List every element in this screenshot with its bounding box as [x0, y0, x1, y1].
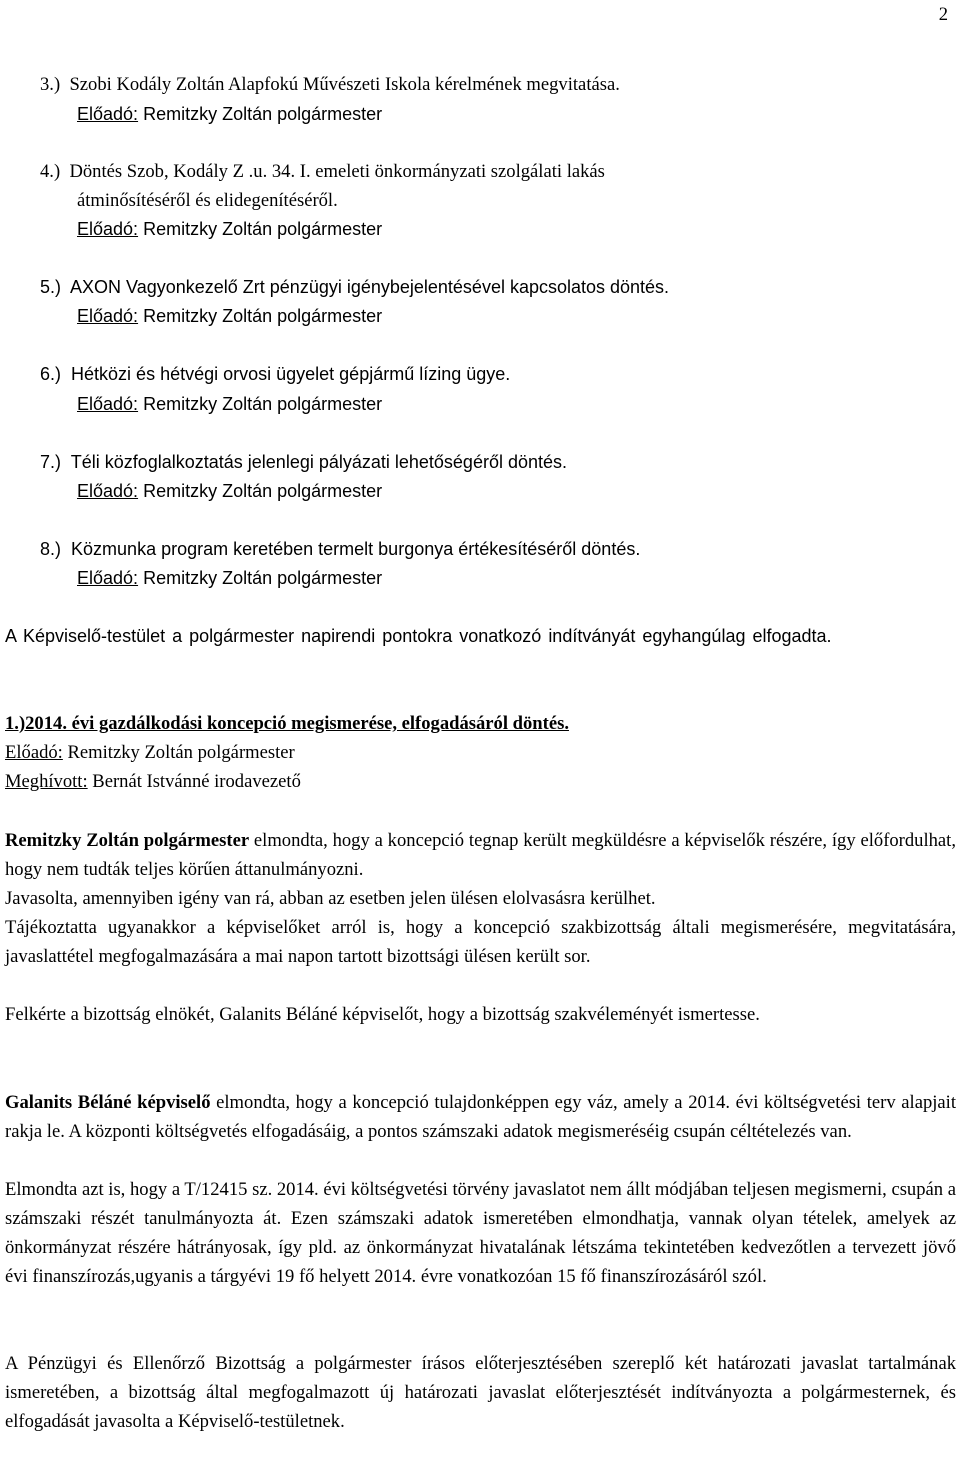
section-1-invited: Meghívott: Bernát Istvánné irodavezető [5, 771, 301, 792]
agenda-item-8-title: 8.) Közmunka program keretében termelt burgonya értékesítéséről döntés. [40, 539, 641, 559]
agenda-item-5-title: 5.) AXON Vagyonkezelő Zrt pénzügyi igénybejelentésével kapcsolatos döntés. [40, 277, 670, 297]
speaker-mayor: Remitzky Zoltán polgármester [5, 830, 250, 851]
agenda-item-6-title: 6.) Hétközi és hétvégi orvosi ügyelet gépjármű lízing ügye. [40, 364, 511, 384]
agenda-item-7-title: 7.) Téli közfoglalkoztatás jelenlegi pályázati lehetőségéről döntés. [40, 452, 568, 472]
agenda-item-8-presenter: Előadó: Remitzky Zoltán polgármester [77, 568, 383, 588]
paragraph-information: Tájékoztatta ugyanakkor a képviselőket arról is, hogy a koncepció szakbizottság általi megismerésére, megvitatására, javaslattétel megfogalmazására a mai napon tartott bizottsági ülésen került sor. [5, 917, 956, 967]
paragraph-mayor-statement: Remitzky Zoltán polgármester elmondta, hogy a koncepció tegnap került megküldésre a képviselők részére, így előfordulhat, hogy nem tudták teljes körűen áttanulmányozni. [5, 830, 956, 880]
section-1-presenter: Előadó: Remitzky Zoltán polgármester [5, 742, 295, 763]
agenda-item-6-presenter: Előadó: Remitzky Zoltán polgármester [77, 394, 383, 414]
paragraph-suggestion: Javasolta, amennyiben igény van rá, abban az esetben jelen ülésen elolvasásra kerülhet. [5, 888, 656, 909]
speaker-galanits: Galanits Béláné képviselő [5, 1092, 211, 1113]
paragraph-galanits-statement: Galanits Béláné képviselő elmondta, hogy a koncepció tulajdonképpen egy váz, amely a 2014. évi költségvetési terv alapjait rakja le. A központi költségvetés elfogadásáig, a pontos számszaki adatok megismeréséig csupán céltételezés van. [5, 1092, 957, 1142]
paragraph-request: Felkérte a bizottság elnökét, Galanits Béláné képviselőt, hogy a bizottság szakvéleményét ismertesse. [5, 1004, 760, 1025]
acceptance-paragraph: A Képviselő-testület a polgármester napirendi pontokra vonatkozó indítványát egyhangúlag elfogadta. [5, 626, 832, 646]
agenda-item-4-title-cont: átminősítéséről és elidegenítéséről. [77, 190, 338, 211]
agenda-item-3-presenter: Előadó: Remitzky Zoltán polgármester [77, 104, 383, 124]
agenda-item-3-title: 3.) Szobi Kodály Zoltán Alapfokú Művészeti Iskola kérelmének megvitatása. [40, 74, 620, 95]
section-1-heading: 1.)2014. évi gazdálkodási koncepció megismerése, elfogadásáról döntés. [5, 713, 569, 734]
paragraph-committee-proposal: A Pénzügyi és Ellenőrző Bizottság a polgármester írásos előterjesztésében szereplő két határozati javaslat tartalmának ismeretében, a bizottság által megfogalmazott új határozati javaslat előterjesztését indítványozta a polgármesternek, és elfogadását javasolta a Képviselő-testületnek. [5, 1353, 956, 1432]
agenda-item-4-title: 4.) Döntés Szob, Kodály Z .u. 34. I. emeleti önkormányzati szolgálati lakás [40, 161, 605, 182]
agenda-item-7-presenter: Előadó: Remitzky Zoltán polgármester [77, 481, 383, 501]
agenda-item-5-presenter: Előadó: Remitzky Zoltán polgármester [77, 306, 383, 326]
paragraph-budget-details: Elmondta azt is, hogy a T/12415 sz. 2014. évi költségvetési törvény javaslatot nem állt módjában teljesen megismerni, csupán a számszaki részét tanulmányozta át. Ezen számszaki adatok ismeretében elmondhatja, vannak olyan tételek, amelyek az önkormányzat részére hátrányosak, így pld. az önkormányzat hivatalának létszáma tekintetében kedvezőtlen a tervezett jövő évi finanszírozás,ugyanis a tárgyévi 19 fő helyett 2014. évre vonatkozóan 15 fő finanszírozásáról szól. [5, 1179, 956, 1287]
agenda-item-4-presenter: Előadó: Remitzky Zoltán polgármester [77, 219, 383, 239]
page-number: 2 [938, 4, 948, 25]
